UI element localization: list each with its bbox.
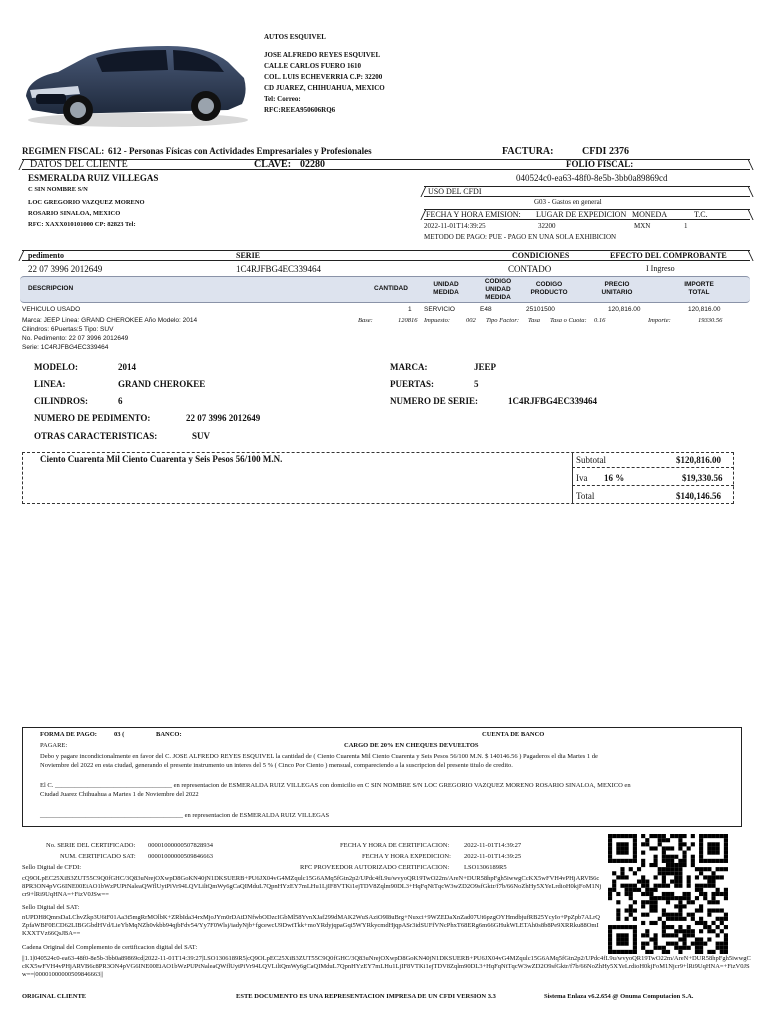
vehicle-puertas: 5 [474, 379, 479, 389]
iva-rate: 16 % [604, 473, 625, 483]
vehicle-linea: GRAND CHEROKEE [118, 379, 206, 389]
pagare-label: PAGARE: [40, 742, 68, 749]
th-descripcion: DESCRIPCION [28, 285, 74, 292]
row-detail-1: Marca: JEEP Linea: GRAND CHEROKEE Año Modelo: 2014 [22, 317, 198, 324]
cuenta-label: CUENTA DE BANCO [482, 731, 545, 738]
vehicle-cilindros: 6 [118, 396, 123, 406]
serie-value: 1C4RJFBG4EC339464 [236, 264, 322, 274]
cert-fecha-label: FECHA Y HORA DE CERTIFICACION: [340, 842, 450, 849]
tax-base-label: Base: [358, 317, 373, 324]
cliente-bar [22, 159, 750, 170]
row-codigo-producto: 25101500 [526, 306, 555, 313]
banco-label: BANCO: [156, 731, 182, 738]
vehicle-marca-label: MARCA: [390, 362, 428, 372]
issuer-name-header: AUTOS ESQUIVEL [264, 33, 326, 41]
regimen-value: 612 - Personas Físicas con Actividades Empresariales y Profesionales [108, 146, 372, 156]
condiciones-label: CONDICIONES [512, 251, 570, 260]
emision-tc: 1 [684, 222, 688, 230]
tax-importe: 19330.56 [698, 317, 723, 324]
row-importe: 120,816.00 [688, 306, 721, 313]
pagare-text-1: Debo y pagare incondicionalmente en favor del C. JOSE ALFREDO REYES ESQUIVEL la cantidad de ( Ciento Cuarenta Mil Ciento Cuarenta y Seis Pesos 56/100 M.N. $ 140146.56 ) Pagaderos el dia Martes 1 de [40, 753, 598, 760]
sello-sat: nUPDH8QmrsDaLChvZkp3U6tF01Aa3t5mgRrMOlbK+ZRbIda34rxMjoJYm0rDAtDNfwbODzcIGbMl58YvnXJaf299dMAK2WuSAziO9I8uBrg+Nuxci+9WZEDaXnZad07Ut6pzgOYHmdbjufRB25YcyIo+PpZpb7ALrQZpfaWBF0ECD62LIBGGbdHVd/LieYbMqNZh0vkbb94qjbFdv54/Yy7F0Wlsj/iadyNjb+fgcewcU9DwtTkk+moYRdyjqpaGqi5WYRkycmdHjqpASr3idSUFfVNcPhxT68ERg6m66GHukWLETAh0s8b8Pe9XRRku88OmIKXXTVz66QsJBA== [22, 914, 600, 937]
footer-right: Sistema Enlaza v6.2.654 @ Onuma Computacion S.A. [544, 993, 694, 1000]
cert-rfc-prov: LSO1306189R5 [464, 864, 507, 871]
footer-left: ORIGINAL CLIENTE [22, 993, 87, 1000]
total-letra: Ciento Cuarenta Mil Ciento Cuarenta y Seis Pesos 56/100 M.N. [40, 454, 283, 464]
tax-tasa-label: Tasa o Cuota: [550, 317, 587, 324]
th-cantidad: CANTIDAD [374, 285, 408, 292]
qr-code [608, 834, 728, 954]
efecto-value: I Ingreso [646, 264, 675, 273]
cert-rfc-prov-label: RFC PROVEEDOR AUTORIZADO CERTIFICACION: [300, 864, 450, 871]
forma-pago-label: FORMA DE PAGO: [40, 731, 97, 738]
th-codigo-unidad: CODIGO UNIDAD MEDIDA [484, 278, 512, 301]
tax-tipo-label: Tipo Factor: [486, 317, 520, 324]
tax-importe-label: Importe: [648, 317, 671, 324]
vehicle-otras-label: OTRAS CARACTERISTICAS: [34, 431, 158, 441]
vehicle-serie-label: NUMERO DE SERIE: [390, 396, 479, 406]
emision-moneda-label: MONEDA [632, 210, 668, 219]
emision-lugar: 32200 [538, 222, 556, 230]
issuer-colony: COL. LUIS ECHEVERRIA C.P: 32200 [264, 73, 383, 81]
pedimento-value: 22 07 3996 2012649 [28, 264, 103, 274]
pagare-text-2: Noviembre del 2022 en esta ciudad, generando el presente instrumento un interes del 5 % ( Cinco Por Ciento ) mensual, compareciendo a la suscripcion del presente titulo de credito. [40, 762, 513, 769]
iva-label: Iva [576, 473, 588, 483]
total-label: Total [576, 491, 595, 501]
factura-value: CFDI 2376 [582, 146, 629, 157]
vehicle-modelo: 2014 [118, 362, 136, 372]
sello-sat-label: Sello Digital del SAT: [22, 904, 80, 911]
vehicle-modelo-label: MODELO: [34, 362, 78, 372]
pagare-text-4: Ciudad Juarez Chihuahua a Martes 1 de Noviembre del 2022 [40, 791, 199, 798]
cliente-addr3: ROSARIO SINALOA, MEXICO [28, 210, 121, 217]
metodo-pago: METODO DE PAGO: PUE - PAGO EN UNA SOLA EXHIBICION [424, 233, 617, 241]
cert-fecha-exp-label: FECHA Y HORA EXPEDICION: [362, 853, 451, 860]
issuer-owner: JOSE ALFREDO REYES ESQUIVEL [264, 51, 381, 59]
car-photo [18, 34, 250, 130]
cert-num-sat: 00001000000509846663 [148, 853, 213, 860]
condiciones-value: CONTADO [508, 264, 552, 274]
emision-fecha: 2022-11-01T14:39:25 [424, 222, 486, 230]
clave-label: CLAVE: [254, 159, 292, 170]
issuer-rfc: RFC:REEA950606RQ6 [264, 106, 336, 114]
row-detail-3: No. Pedimento: 22 07 3996 2012649 [22, 335, 129, 342]
cert-serie: 00001000000507828934 [148, 842, 213, 849]
row-cantidad: 1 [408, 306, 412, 313]
vehicle-pedimento-label: NUMERO DE PEDIMENTO: [34, 413, 151, 423]
pedimento-label: pedimento [28, 251, 64, 260]
issuer-street: CALLE CARLOS FUERO 1610 [264, 62, 362, 70]
row-detail-4: Serie: 1C4RJFBG4EC339464 [22, 344, 109, 351]
vehicle-pedimento: 22 07 3996 2012649 [186, 413, 261, 423]
iva-value: $19,330.56 [682, 473, 723, 483]
pagare-text-3: El C. ____________________________________ en representacion de ESMERALDA RUIZ VILLEGAS con domicilio en C SIN NOMBRE S/N LOC GREGORIO VAZQUEZ MORENO ROSARIO SINALOA, MEXICO en [40, 782, 631, 789]
factura-label: FACTURA: [502, 146, 554, 157]
issuer-block [264, 33, 385, 115]
tax-base: 120816 [398, 317, 418, 324]
th-unidad: UNIDAD MEDIDA [433, 281, 459, 296]
tax-impuesto: 002 [466, 317, 476, 324]
folio-label: FOLIO FISCAL: [566, 159, 634, 169]
emision-moneda: MXN [634, 222, 651, 230]
emision-fecha-label: FECHA Y HORA EMISION: [426, 210, 521, 219]
tax-tasa: 0.16 [594, 317, 606, 324]
forma-pago-value: 03 ( [114, 731, 125, 738]
vehicle-puertas-label: PUERTAS: [390, 379, 435, 389]
cliente-addr1: C SIN NOMBRE S/N [28, 186, 88, 193]
cliente-name: ESMERALDA RUIZ VILLEGAS [28, 173, 159, 183]
cadena-label: Cadena Original del Complemento de certificacion digital del SAT: [22, 944, 198, 951]
cliente-addr2: LOC GREGORIO VAZQUEZ MORENO [28, 199, 145, 206]
clave-value: 02280 [300, 159, 325, 170]
efecto-label: EFECTO DEL COMPROBANTE [610, 251, 727, 260]
issuer-tel: Tel: Correo: [264, 95, 301, 103]
vehicle-otras: SUV [192, 431, 211, 441]
footer-center: ESTE DOCUMENTO ES UNA REPRESENTACION IMPRESA DE UN CFDI VERSION 3.3 [236, 993, 496, 1000]
cert-fecha-exp: 2022-11-01T14:39:25 [464, 853, 522, 860]
th-codigo-producto: CODIGO PRODUCTO [530, 281, 568, 296]
th-precio: PRECIO UNITARIO [601, 281, 633, 296]
tax-tipo: Tasa [528, 317, 541, 324]
vehicle-linea-label: LINEA: [34, 379, 66, 389]
emision-tc-label: T.C. [694, 210, 708, 219]
cliente-rfc: RFC: XAXX010101000 CP: 82823 Tel: [28, 221, 136, 228]
cadena-value: ||1.1|040524c0-ea63-48f0-8e5b-3bb0a89869cd|2022-11-01T14:39:27|LSO1306189R5|cQ9OLpEC25XiB3ZUT55C9Q0fGHC/3Q83uNrejOXwpD8GoKN40jN1DKSUERB+PU6JX04vG4MZqulc15G6AMq5fGtn2p2/UPdc4fL9u/wvyoQR19TwO22m/AreN+DUR58hpFgh5iwwgCcKX5wFVH4vPHjARVB6c8PR3ON4pVG6INE00EiAO1bWzPUPtNaleaQWflUytPiVr94LQVLiltQmWy6gCaQIMduL7QpnHYzEY7mLHu1LjIF8VTKi1ejTDV8Zqlm90DL3+HqFqNtTqcW3wZD2O9sfGktr/f7b/66NoZhHy5XYeLrdioH0kjFoM1Njcr9+lRi9UqHNA=+FizV0JSw==|00001000000509846663|| [22, 955, 751, 978]
vehicle-cilindros-label: CILINDROS: [34, 396, 89, 406]
row-precio: 120,816.00 [608, 306, 641, 313]
sello-cfdi: cQ9OLpEC25XiB3ZUT55C9Q0fGHC/3Q83uNrejOXwpD8GoKN40jN1DKSUERB+PU6JX04vG4MZqulc15G6AMq5fGtn2p2/UPdc4fL9u/wvyoQR19TwO22m/AreN+DUR58hpFgh5iwwgCcKX5wFVH4vPHjARVB6c8PR3ON4pVG6INE00EiAO1bWzPUPtNaleaQWflUytPiVr94LQVLiltQmWy6gCaQIMduL7QpnHYzEY7mLHu1LjIF8VTKi1ejTDV8Zqlm90DL3+HqFqNtTqcW3wZD2O9sfGktr/f7b/66NoZhHy5XYeLrdioH0kjFoM1Njcr9+lRi9UqHNA=+FizV0JSw== [22, 875, 602, 898]
cert-num-sat-label: NUM. CERTIFICADO SAT: [60, 853, 136, 860]
cliente-section-label: DATOS DEL CLIENTE [30, 159, 128, 170]
folio-value: 040524c0-ea63-48f0-8e5b-3bb0a89869cd [516, 173, 668, 183]
emision-lugar-label: LUGAR DE EXPEDICION [536, 210, 627, 219]
regimen-label: REGIMEN FISCAL: [22, 146, 105, 156]
pagare-text-5: ____________________________________________ en representacion de ESMERALDA RUIZ VILLEGAS [40, 812, 330, 819]
vehicle-marca: JEEP [474, 362, 497, 372]
subtotal-label: Subtotal [576, 455, 607, 465]
row-codigo-unidad: E48 [480, 306, 492, 313]
cert-fecha: 2022-11-01T14:39:27 [464, 842, 522, 849]
issuer-city: CD JUAREZ, CHIHUAHUA, MEXICO [264, 84, 385, 92]
uso-value: G03 - Gastos en general [534, 198, 602, 206]
row-descripcion: VEHICULO USADO [22, 306, 81, 313]
cert-serie-label: No. SERIE DEL CERTIFICADO: [46, 842, 136, 849]
vehicle-serie: 1C4RJFBG4EC339464 [508, 396, 598, 406]
row-unidad: SERVICIO [424, 306, 455, 313]
sello-cfdi-label: Sello Digital de CFDI: [22, 864, 82, 871]
uso-label: USO DEL CFDI [428, 187, 482, 196]
total-value: $140,146.56 [676, 491, 721, 501]
tax-impuesto-label: Impuesto: [424, 317, 450, 324]
subtotal-value: $120,816.00 [676, 455, 721, 465]
cargo-text: CARGO DE 20% EN CHEQUES DEVUELTOS [344, 742, 479, 749]
serie-label: SERIE [236, 251, 261, 260]
row-detail-2: Cilindros: 6Puertas:5 Tipo: SUV [22, 326, 114, 333]
th-importe: IMPORTE TOTAL [684, 281, 714, 296]
